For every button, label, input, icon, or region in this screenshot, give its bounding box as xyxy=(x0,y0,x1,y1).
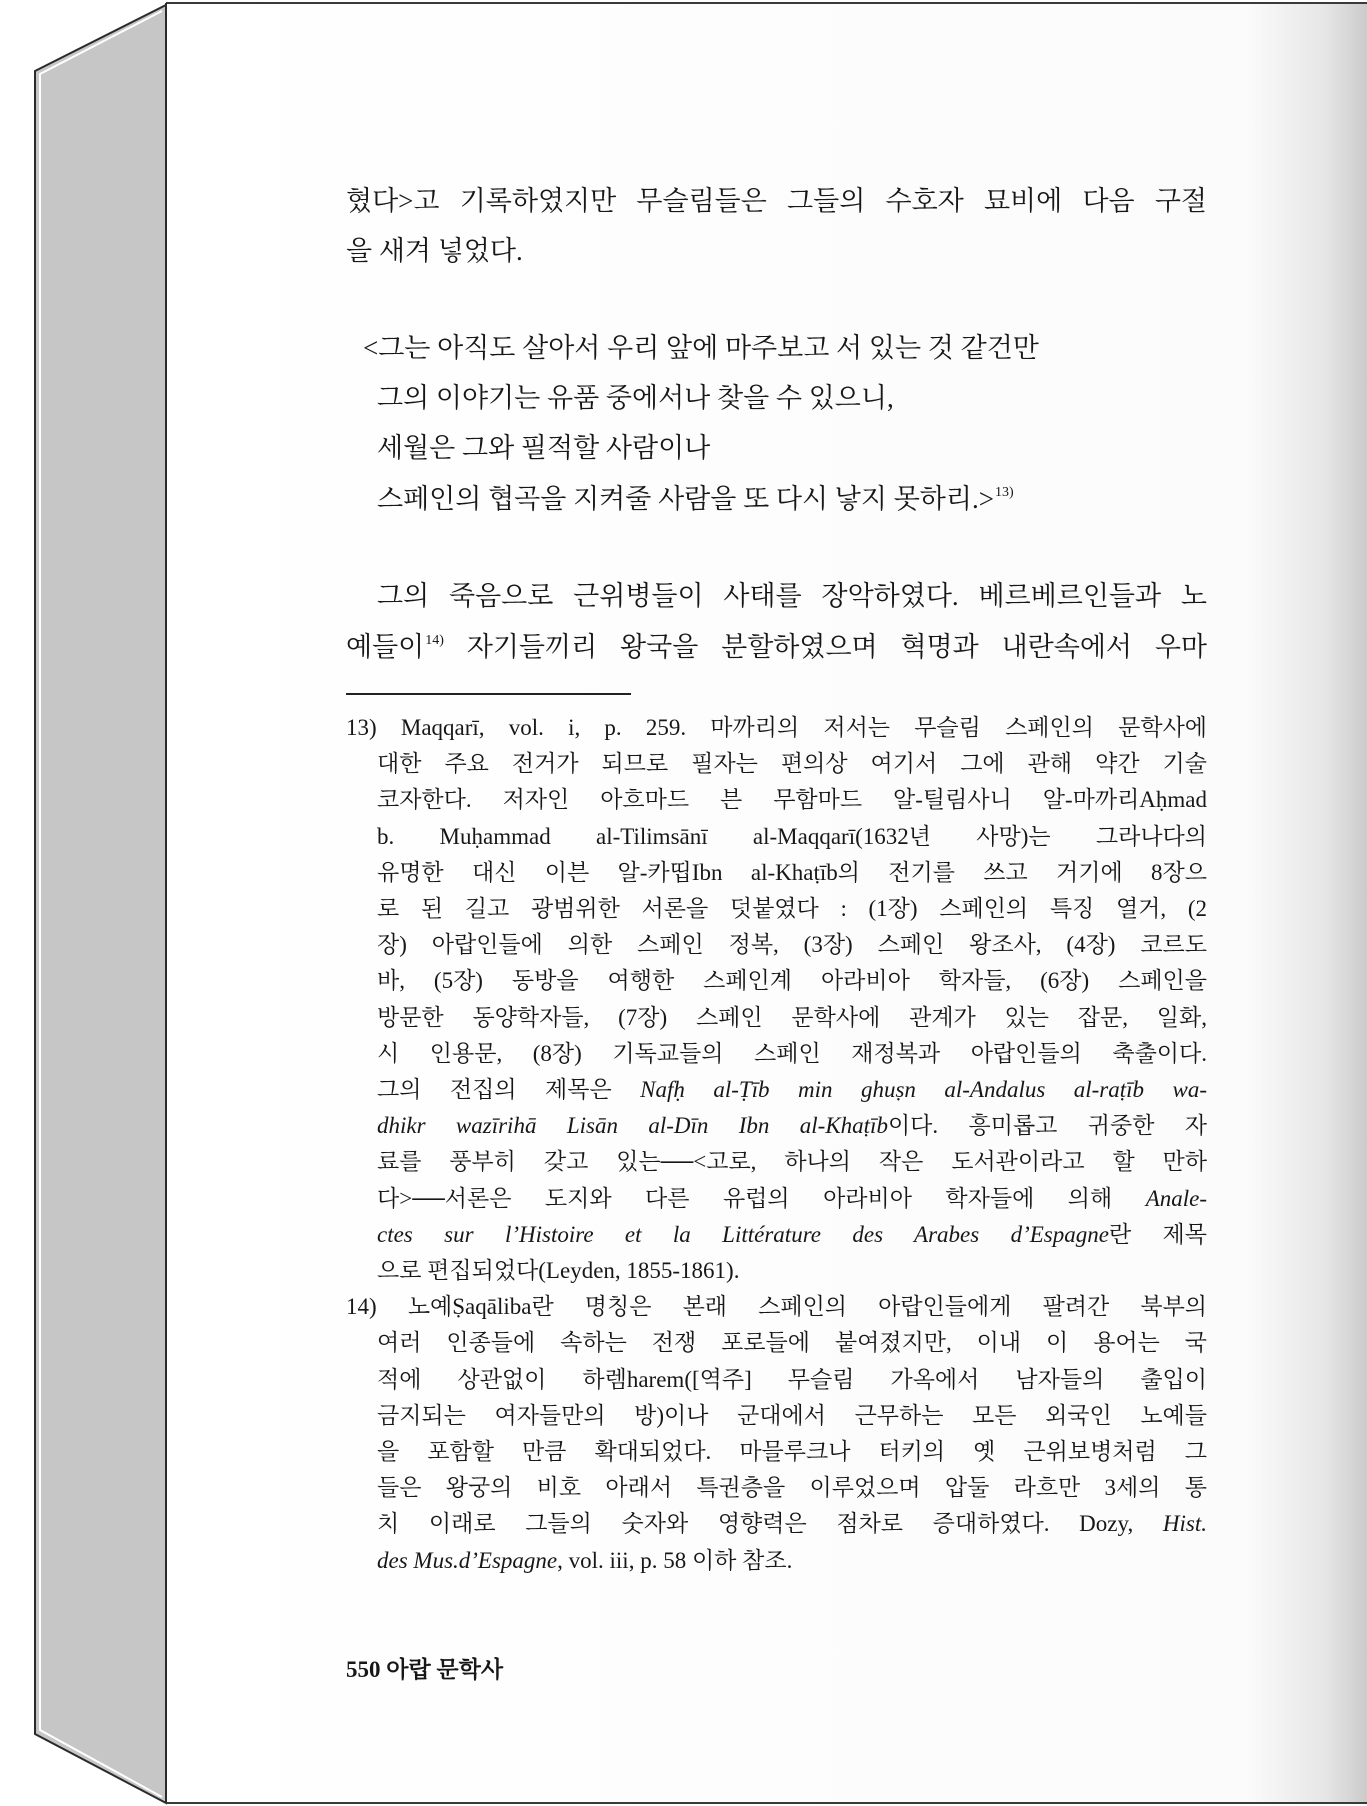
footnote-italic-title: des Mus.d’Espagne xyxy=(377,1547,558,1573)
footnote-line: 료를 풍부히 갖고 있는──<고로, 하나의 작은 도서관이라고 할 만하 xyxy=(377,1149,1207,1175)
footnote-ref-13: 13) xyxy=(994,484,1014,500)
footnote-ref-14: 14) xyxy=(425,632,444,648)
footnote-text: 치 이래로 그들의 숫자와 영향력은 점차로 증대하였다. Dozy, xyxy=(377,1511,1163,1537)
footnote-line: 유명한 대신 이븐 알-카띱Ibn al-Khaṭīb의 전기를 쓰고 거기에 8장으 xyxy=(377,859,1207,885)
footnote-separator-rule xyxy=(346,693,631,695)
footnote-line xyxy=(346,1181,1207,1217)
body-paragraph-1 xyxy=(346,177,1207,276)
footnote-line: 로 된 길고 광범위한 서론을 덧붙였다 : (1장) 스페인의 특징 열거, (2 xyxy=(377,896,1207,922)
footnote-line: 적에 상관없이 하렘harem([역주] 무슬림 가옥에서 남자들의 출입이 xyxy=(377,1366,1207,1392)
footnote-text: 이다. 흥미롭고 귀중한 자 xyxy=(887,1113,1207,1139)
page-footer xyxy=(346,1652,503,1688)
body-line xyxy=(346,622,1207,673)
footnote-line xyxy=(346,1506,1207,1542)
footnote-line xyxy=(346,1543,1207,1579)
footnote-line: 방문한 동양학자들, (7장) 스페인 문학사에 관계가 있는 잡문, 일화, xyxy=(377,1004,1207,1030)
footnote-line: 들은 왕궁의 비호 아래서 특권층을 이루었으며 압둘 라흐만 3세의 통 xyxy=(377,1475,1207,1501)
footnote-italic-title: Hist. xyxy=(1162,1511,1207,1537)
verse-quotation xyxy=(346,323,1207,524)
running-title: 아랍 문학사 xyxy=(386,1657,504,1682)
body-text: 자기들끼리 왕국을 분할하였으며 혁명과 내란속에서 우마 xyxy=(443,631,1207,662)
footnote-line xyxy=(346,710,1207,746)
footnote-line: 금지되는 여자들만의 방)이나 군대에서 근무하는 모든 외국인 노예들 xyxy=(377,1402,1207,1428)
body-paragraph-2 xyxy=(346,571,1207,672)
body-text: 예들이 xyxy=(346,631,425,662)
footnote-line: 바, (5장) 동방을 여행한 스페인계 아라비아 학자들, (6장) 스페인을 xyxy=(377,968,1207,994)
footnote-number: 13) xyxy=(346,715,377,740)
footnote-text: , vol. iii, p. 58 이하 참조. xyxy=(557,1547,793,1573)
body-line: 혔다>고 기록하였지만 무슬림들은 그들의 수호자 묘비에 다음 구절 xyxy=(346,186,1207,216)
footnote-line: b. Muḥammad al-Tilimsānī al-Maqqarī(1632년 사망)는 그라나다의 xyxy=(377,823,1207,849)
body-line: 그의 죽음으로 근위병들이 사태를 장악하였다. 베르베르인들과 노 xyxy=(377,581,1207,611)
footnote-line: 코자한다. 저자인 아흐마드 븐 무함마드 알-틸림사니 알-마까리Aḥmad xyxy=(377,787,1207,813)
footnote-line xyxy=(346,1289,1207,1325)
book-side-edge xyxy=(35,5,166,1803)
footnote-text: 노예Ṣaqāliba란 명칭은 본래 스페인의 아랍인들에게 팔려간 북부의 xyxy=(407,1294,1208,1320)
footnote-italic-title: Anale- xyxy=(1145,1185,1207,1211)
verse-line: 세월은 그와 필적할 사람이나 xyxy=(377,433,711,464)
footnotes xyxy=(346,710,1207,1579)
footnote-line xyxy=(346,1217,1207,1253)
footnote-italic-title: Nafḥ al-Ṭīb min ghuṣn al-Andalus al-raṭīb wa- xyxy=(640,1077,1207,1103)
footnote-line: 여러 인종들에 속하는 전쟁 포로들에 붙여졌지만, 이내 이 용어는 국 xyxy=(377,1330,1207,1356)
footnote-line xyxy=(346,1072,1207,1108)
footnote-text: 란 제목 xyxy=(1108,1221,1207,1247)
verse-line: 그의 이야기는 유품 중에서나 찾을 수 있으니, xyxy=(377,383,894,414)
page-number: 550 xyxy=(346,1657,381,1682)
body-line: 을 새겨 넣었다. xyxy=(346,235,523,266)
footnote-text: Maqqarī, vol. i, p. 259. 마까리의 저서는 무슬림 스페인의 문학사에 xyxy=(400,715,1208,740)
verse-line: <그는 아직도 살아서 우리 앞에 마주보고 서 있는 것 같건만 xyxy=(363,333,1039,363)
verse-text: 스페인의 협곡을 지켜줄 사람을 또 다시 낳지 못하리.> xyxy=(377,483,994,514)
footnote-italic-title: dhikr wazīrihā Lisān al-Dīn Ibn al-Khaṭīb xyxy=(377,1113,888,1139)
verse-line xyxy=(346,474,1207,524)
footnote-line: 으로 편집되었다(Leyden, 1855-1861). xyxy=(377,1258,740,1284)
footnote-text: 다>──서론은 도지와 다른 유럽의 아라비아 학자들에 의해 xyxy=(377,1185,1146,1211)
footnote-line: 을 포함할 만큼 확대되었다. 마믈루크나 터키의 옛 근위보병처럼 그 xyxy=(377,1439,1207,1465)
footnote-line: 장) 아랍인들에 의한 스페인 정복, (3장) 스페인 왕조사, (4장) 코르도 xyxy=(377,932,1207,958)
footnote-line xyxy=(346,1108,1207,1144)
footnote-number: 14) xyxy=(346,1294,377,1320)
footnote-line: 대한 주요 전거가 되므로 필자는 편의상 여기서 그에 관해 약간 기술 xyxy=(377,751,1207,777)
footnote-line: 시 인용문, (8장) 기독교들의 스페인 재정복과 아랍인들의 축출이다. xyxy=(377,1040,1207,1066)
footnote-text: 그의 전집의 제목은 xyxy=(377,1077,641,1103)
footnote-italic-title: ctes sur l’Histoire et la Littérature des Arabes d’Espagne xyxy=(377,1221,1109,1247)
